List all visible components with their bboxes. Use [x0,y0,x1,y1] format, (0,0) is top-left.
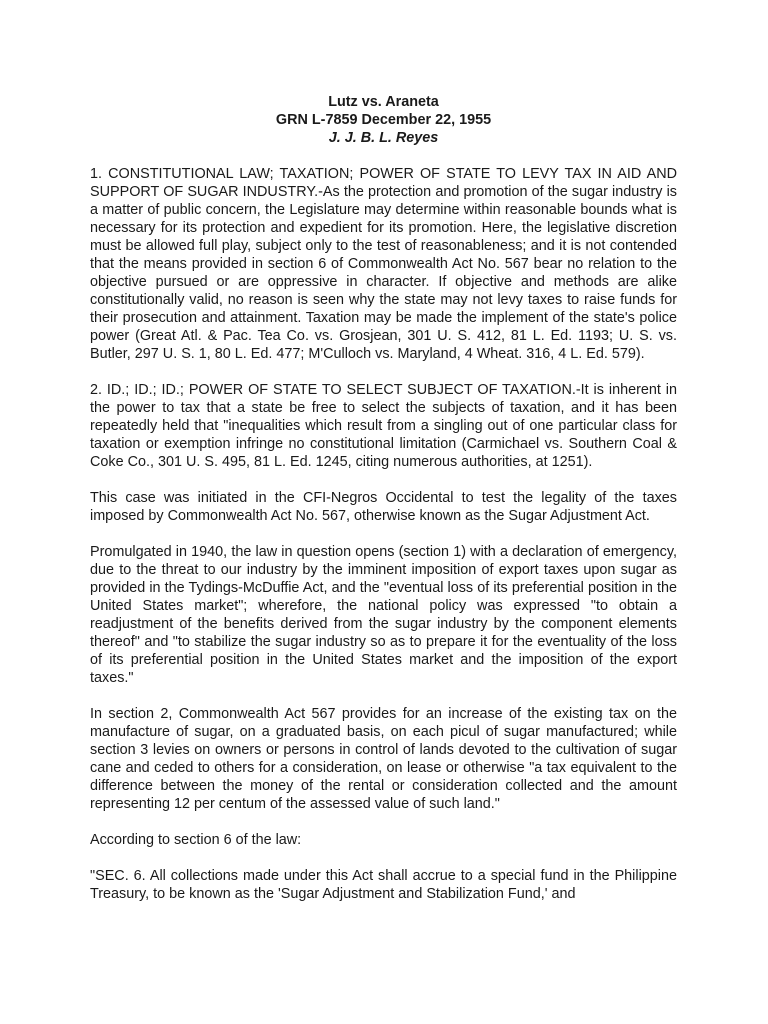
syllabus-paragraph-2: 2. ID.; ID.; ID.; POWER OF STATE TO SELECT SUBJECT OF TAXATION.-It is inherent in the power to tax that a state be free to select the subjects of taxation, and it has been repeatedly held that "inequalities which result from a singling out of one particular class for taxation or exemption infringe no constitutional limitation (Carmichael vs. Southern Coal & Coke Co., 301 U. S. 495, 81 L. Ed. 1245, citing numerous authorities, at 1251). [90,382,677,470]
case-title: Lutz vs. Araneta [328,94,439,110]
body-paragraph-section-6-quote: "SEC. 6. All collections made under this Act shall accrue to a special fund in the Philippine Treasury, to be known as the 'Sugar Adjustment and Stabilization Fund,' and [90,868,677,902]
syllabus-paragraph-1: 1. CONSTITUTIONAL LAW; TAXATION; POWER OF STATE TO LEVY TAX IN AID AND SUPPORT OF SUGAR INDUSTRY.-As the protection and promotion of the sugar industry is a matter of public concern, the Legislature may determine within reasonable bounds what is necessary for its protection and expedient for its promotion. Here, the legislative discretion must be allowed full play, subject only to the test of reasonableness; and it is not contended that the means provided in section 6 of Commonwealth Act No. 567 bear no relation to the objective pursued or are oppressive in character. If objective and methods are alike constitutionally valid, no reason is seen why the state may not levy taxes to raise funds for their prosecution and attainment. Taxation may be made the implement of the state's police power (Great Atl. & Pac. Tea Co. vs. Grosjean, 301 U. S. 412, 81 L. Ed. 1193; U. S. vs. Butler, 297 U. S. 1, 80 L. Ed. 477; M'Culloch vs. Maryland, 4 Wheat. 316, 4 L. Ed. 579). [90,166,677,362]
ponente: J. J. B. L. Reyes [328,130,439,146]
body-paragraph-origin: This case was initiated in the CFI-Negros Occidental to test the legality of the taxes imposed by Commonwealth Act No. 567, otherwise known as the Sugar Adjustment Act. [90,490,677,524]
document-page [90,93,677,921]
case-number-date: GRN L-7859 December 22, 1955 [275,112,492,128]
body-paragraph-promulgation: Promulgated in 1940, the law in question opens (section 1) with a declaration of emergency, due to the threat to our industry by the imminent imposition of export taxes upon sugar as provided in the Tydings-McDuffie Act, and the "eventual loss of its preferential position in the United States market"; wherefore, the national policy was expressed "to obtain a readjustment of the benefits derived from the sugar industry by the component elements thereof" and "to stabilize the sugar industry so as to prepare it for the eventuality of the loss of its preferential position in the United States market and the imposition of the export taxes." [90,544,677,686]
body-paragraph-section-2: In section 2, Commonwealth Act 567 provides for an increase of the existing tax on the manufacture of sugar, on a graduated basis, on each picul of sugar manufactured; while section 3 levies on owners or persons in control of lands devoted to the cultivation of sugar cane and ceded to others for a consideration, on lease or otherwise "a tax equivalent to the difference between the money of the rental or consideration collected and the amount representing 12 per centum of the assessed value of such land." [90,706,677,812]
body-paragraph-section-6-intro: According to section 6 of the law: [90,832,302,848]
case-header [90,93,677,147]
